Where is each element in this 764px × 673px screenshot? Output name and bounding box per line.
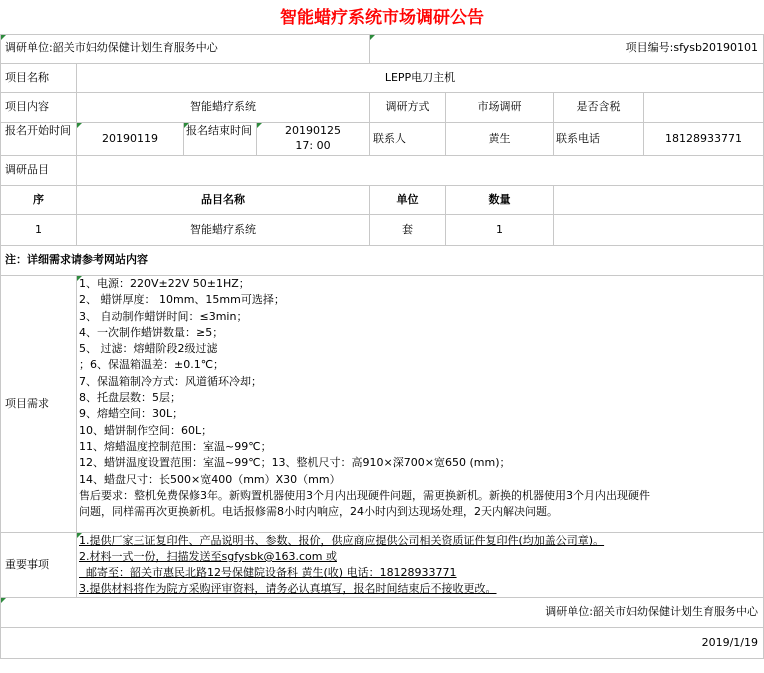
requirement-line: 11、熔蜡温度控制范围：室温~99℃； [79,439,272,453]
grid-line [553,185,554,245]
requirement-line: 7、保温箱制冷方式：风道循环冷却； [79,374,262,388]
grid-line [0,92,764,93]
start-value: 20190119 [102,132,158,145]
project-content-label: 项目内容 [5,100,49,113]
project-name-value: LEPP电刀主机 [384,71,456,84]
phone-value: 18128933771 [665,132,742,145]
requirement-line: 售后要求：整机免费保修3年。新购置机器使用3个月内出现硬件问题，需更换新机。新换的机器使用3个月内出现硬件 [79,488,650,502]
grid-line [0,122,764,123]
comment-marker-icon [77,123,82,128]
grid-line [0,658,764,659]
grid-line [0,155,764,156]
important-list [79,533,761,597]
footer-unit: 调研单位:韶关市妇幼保健计划生育服务中心 [545,605,758,618]
table-row-seq: 1 [35,223,42,236]
grid-line [0,597,764,598]
important-label: 重要事项 [5,558,49,571]
requirement-line: 4、一次制作蜡饼数量：≥5； [79,325,224,339]
grid-line [0,34,764,35]
grid-line [0,185,764,186]
grid-line [0,627,764,628]
end-label: 报名结束时间 [186,124,252,137]
note-text: 注：详细需求请参考网站内容 [5,253,148,266]
requirement-line: 10、蜡饼制作空间：60L； [79,423,213,437]
page-title: 智能蜡疗系统市场调研公告 [280,8,484,28]
requirement-line: 12、蜡饼温度设置范围：室温~99℃；13、整机尺寸：高910×深700×宽650 (mm)； [79,456,511,470]
method-value: 市场调研 [477,100,522,113]
grid-line [0,245,764,246]
footer-date: 2019/1/19 [701,636,758,649]
items-label: 调研品目 [5,163,49,176]
grid-line [0,34,1,658]
table-row-name: 智能蜡疗系统 [190,223,256,236]
grid-line [0,63,764,64]
header-unit: 调研单位:韶关市妇幼保健计划生育服务中心 [5,41,218,54]
contact-value: 黄生 [488,132,511,145]
start-label: 报名开始时间 [5,124,71,137]
end-value-date: 20190125 [285,124,341,137]
requirement-line: 问题，同样需再次更换新机。电话报修需8小时内响应，24小时内到达现场处理，2天内解决问题。 [79,505,558,519]
important-line: 2.材料一式一份，扫描发送至sgfysbk@163.com 或 [79,550,337,563]
tax-label: 是否含税 [576,100,621,113]
requirement-line: 9、熔蜡空间：30L； [79,407,184,421]
method-label: 调研方式 [385,100,430,113]
project-name-label: 项目名称 [5,71,49,84]
requirement-line: 8、托盘层数：5层； [79,391,181,405]
requirement-line: 14、蜡盘尺寸：长500×宽400（mm）X30（mm） [79,472,341,486]
important-line: 1.提供厂家三证复印件、产品说明书、参数、报价，供应商应提供公司相关资质证件复印件(均加盖公司章)。 [79,534,605,547]
phone-label: 联系电话 [556,132,600,145]
requirement-line: 5、 过滤：熔蜡阶段2级过滤 [79,342,218,356]
requirements-label: 项目需求 [5,397,49,410]
end-value-time: 17: 00 [295,139,331,152]
comment-marker-icon [1,598,6,603]
project-content-value: 智能蜡疗系统 [190,100,256,113]
requirement-line: 2、 蜡饼厚度： 10mm、15mm可选择； [79,293,285,307]
grid-line [76,275,77,597]
requirement-line: 3、 自动制作蜡饼时间：≤3min； [79,309,248,323]
table-row-qty: 1 [496,223,503,236]
col-header-unit: 单位 [396,193,419,206]
col-header-name: 品目名称 [201,193,245,206]
important-line: 3.提供材料将作为院方采购评审资料，请务必认真填写，报名时间结束后不接收更改。 [79,582,497,595]
header-project-no: 项目编号:sfysb20190101 [625,41,758,54]
table-row-unit: 套 [402,223,413,236]
requirement-line: ；6、保温箱温差：±0.1℃； [79,358,225,372]
grid-line [0,214,764,215]
requirement-line: 1、电源：220V±22V 50±1HZ； [79,277,250,290]
requirements-list [79,276,761,520]
contact-label: 联系人 [373,132,406,145]
important-line: 邮寄至：韶关市惠民北路12号保健院设备科 黄生(收) 电话：18128933771 [79,566,457,579]
col-header-seq: 序 [33,193,44,206]
col-header-qty: 数量 [488,193,511,206]
